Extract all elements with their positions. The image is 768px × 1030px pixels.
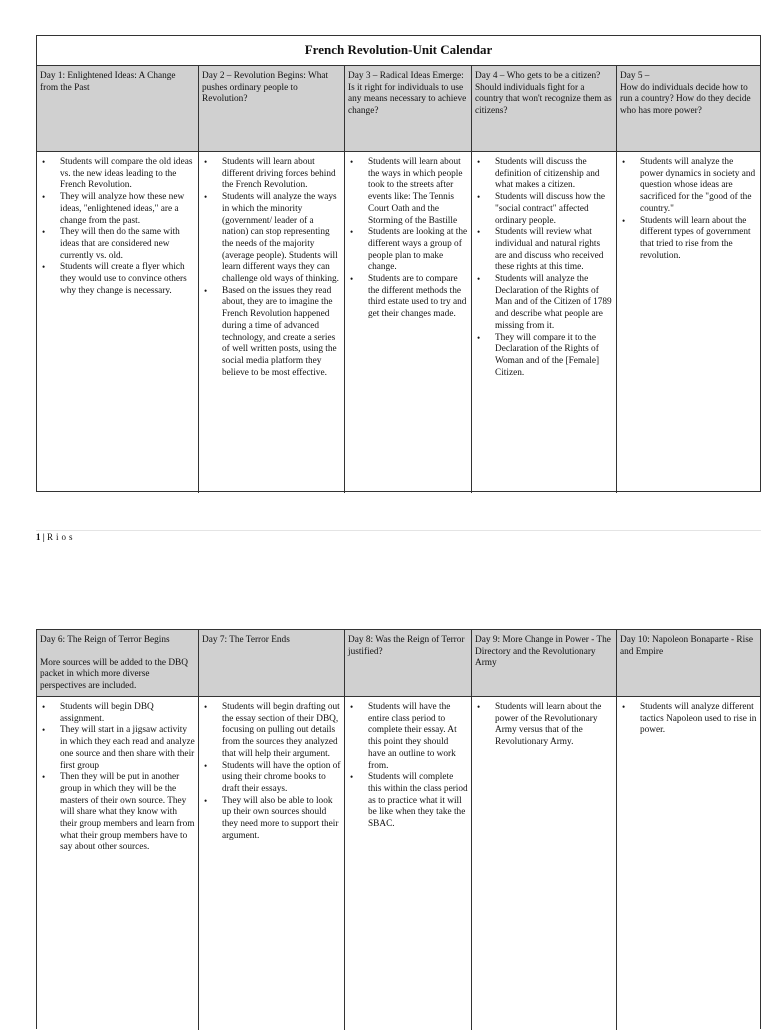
day-5-title: Day 5 – (620, 71, 650, 81)
day-9-header (472, 630, 617, 696)
day-8-activities (345, 697, 472, 1030)
activity-list (40, 702, 195, 854)
day-3-title: Day 3 – Radical Ideas Emerge: Is it right for individuals to use any means necessary to achieve change? (348, 71, 467, 117)
list-item: • Students will analyze the Declaration of the Rights of Man and of the Citizen of 1789 and describe what people are missing from it. (475, 274, 613, 333)
list-item: • They will compare it to the Declaration of the Rights of Woman and of the [Female] Citizen. (475, 333, 613, 380)
day-3-activities (345, 152, 472, 493)
day-5-header (617, 66, 760, 151)
list-item: • Students will learn about the ways in which people took to the streets after events like: The Tennis Court Oath and the Storming of the Bastille (348, 157, 468, 227)
day-10-title: Day 10: Napoleon Bonaparte - Rise and Empire (620, 635, 753, 657)
list-item: • They will start in a jigsaw activity in which they each read and analyze one source and then share with their first group (40, 725, 195, 772)
calendar-table-page-1 (36, 35, 761, 492)
day-10-header (617, 630, 760, 696)
day-9-activities (472, 697, 617, 1030)
day-6-header (37, 630, 199, 696)
list-item: • Then they will be put in another group in which they will be the masters of their own source. They will share what they know with their group members and learn from what their group members have to say about other sources. (40, 772, 195, 854)
day-5-question: How do individuals decide how to run a country? How do they decide who has more power? (620, 82, 751, 117)
list-item: • Students will learn about different driving forces behind the French Revolution. (202, 157, 341, 192)
list-item: • Students will complete this within the class period as to practice what it will be like when they take the SBAC. (348, 772, 468, 831)
list-item: • Students will have the option of using their chrome books to draft their essays. (202, 761, 341, 796)
list-item: • They will also be able to look up their own sources should they need more to support their argument. (202, 796, 341, 843)
calendar-table-page-2 (36, 629, 761, 1029)
page-divider (36, 530, 761, 531)
day-7-activities (199, 697, 345, 1030)
activity-list (475, 157, 613, 379)
day-4-title: Day 4 – Who gets to be a citizen? Should individuals fight for a country that won't recognize them as citizens? (475, 71, 612, 117)
day-6-title: Day 6: The Reign of Terror Begins (40, 635, 170, 645)
day-8-title: Day 8: Was the Reign of Terror justified? (348, 635, 465, 657)
table-title: French Revolution-Unit Calendar (37, 36, 760, 66)
list-item: • Students will analyze the ways in which the minority (government/ leader of a nation) can stop representing the needs of the majority (average people). Students will learn different ways they can challenge old ways of thinking. (202, 192, 341, 286)
activity-list (348, 157, 468, 321)
activity-list (475, 702, 613, 749)
day-2-activities (199, 152, 345, 493)
list-item: • Students will begin drafting out the essay section of their DBQ, focusing on pulling out details from the sources they analyzed that will help their argument. (202, 702, 341, 761)
activity-list (202, 702, 341, 842)
list-item: • Based on the issues they read about, they are to imagine the French Revolution happened during a time of advanced technology, and create a series of well written posts, using the social media platform they believe to be most effective. (202, 286, 341, 380)
list-item: • Students will learn about the different types of government that tried to rise from the revolution. (620, 216, 757, 263)
body-row (37, 697, 760, 1030)
list-item: • Students are to compare the different methods the third estate used to try and get their changes made. (348, 274, 468, 321)
activity-list (348, 702, 468, 831)
body-row (37, 152, 760, 493)
day-1-header (37, 66, 199, 151)
list-item: • They will then do the same with ideas that are considered new currently vs. old. (40, 227, 195, 262)
list-item: • Students will create a flyer which they would use to convince others why they change is necessary. (40, 262, 195, 297)
activity-list (40, 157, 195, 297)
day-5-activities (617, 152, 760, 493)
day-8-header (345, 630, 472, 696)
day-2-header (199, 66, 345, 151)
page-number: 1 (36, 532, 41, 542)
day-2-title: Day 2 – Revolution Begins: What pushes ordinary people to Revolution? (202, 71, 329, 105)
day-4-activities (472, 152, 617, 493)
day-6-activities (37, 697, 199, 1030)
day-3-header (345, 66, 472, 151)
day-4-header (472, 66, 617, 151)
list-item: • Students are looking at the different ways a group of people plan to make change. (348, 227, 468, 274)
list-item: • Students will analyze different tactics Napoleon used to rise in power. (620, 702, 757, 737)
header-row (37, 66, 760, 152)
list-item: • Students will discuss the definition of citizenship and what makes a citizen. (475, 157, 613, 192)
day-9-title: Day 9: More Change in Power - The Directory and the Revolutionary Army (475, 635, 611, 669)
page-footer (36, 532, 76, 542)
list-item: • Students will review what individual and natural rights are and discuss who received these rights at this time. (475, 227, 613, 274)
day-1-activities (37, 152, 199, 493)
list-item: • Students will analyze the power dynamics in society and question whose ideas are sacrificed for the "good of the country." (620, 157, 757, 216)
list-item: • Students will compare the old ideas vs. the new ideas leading to the French Revolution. (40, 157, 195, 192)
footer-separator: | (42, 532, 45, 542)
day-7-title: Day 7: The Terror Ends (202, 635, 290, 645)
list-item: • Students will learn about the power of the Revolutionary Army versus that of the Revolutionary Army. (475, 702, 613, 749)
day-7-header (199, 630, 345, 696)
activity-list (620, 702, 757, 737)
list-item: • Students will begin DBQ assignment. (40, 702, 195, 725)
header-row (37, 630, 760, 697)
list-item: • Students will discuss how the "social contract" affected ordinary people. (475, 192, 613, 227)
footer-author: Rios (46, 532, 76, 542)
day-6-note: More sources will be added to the DBQ packet in which more diverse perspectives are included. (40, 657, 188, 692)
day-1-title: Day 1: Enlightened Ideas: A Change from the Past (40, 71, 176, 93)
activity-list (620, 157, 757, 262)
list-item: • Students will have the entire class period to complete their essay. At this point they should have an outline to work from. (348, 702, 468, 772)
day-10-activities (617, 697, 760, 1030)
list-item: • They will analyze how these new ideas, "enlightened ideas," are a change from the past. (40, 192, 195, 227)
activity-list (202, 157, 341, 379)
